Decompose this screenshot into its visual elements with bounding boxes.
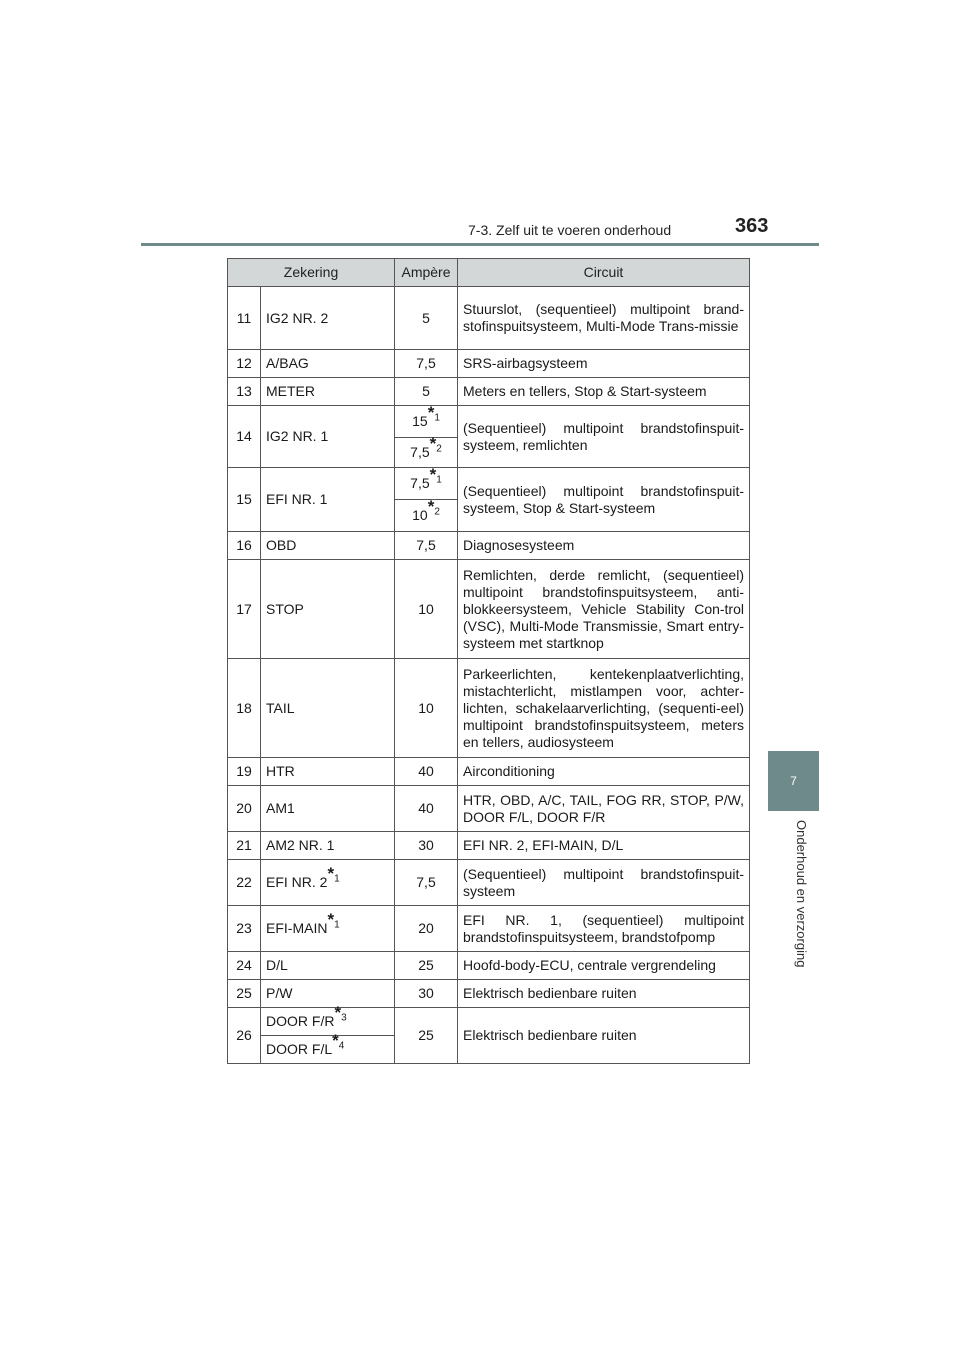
footnote-star-icon: * xyxy=(332,1031,339,1050)
fuse-circuit: Parkeerlichten, kentekenplaatverlichting, mistachterlicht, mistlampen voor, achter-lichten, schakelaarverlichting, (sequenti-eel) multipoint brandstofinspuitsysteem, meters en tellers, audiosysteem xyxy=(458,659,750,758)
fuse-circuit: (Sequentieel) multipoint brandstofinspuit-systeem, Stop & Start-systeem xyxy=(458,468,750,532)
footnote-star-icon: * xyxy=(327,864,335,883)
fuse-ampere: 7,5 xyxy=(395,532,458,560)
fuse-name: AM1 xyxy=(261,786,395,832)
fuse-name: P/W xyxy=(261,980,395,1008)
footnote-number: 1 xyxy=(434,412,440,424)
fuse-number: 19 xyxy=(228,758,261,786)
fuse-ampere: 25 xyxy=(395,1008,458,1064)
section-title: 7-3. Zelf uit te voeren onderhoud xyxy=(468,222,672,238)
fuse-name: EFI NR. 1 xyxy=(261,468,395,532)
fuse-name: METER xyxy=(261,378,395,406)
fuse-name xyxy=(261,1003,395,1036)
footnote-star-icon: * xyxy=(429,434,437,453)
fuse-name-text: EFI NR. 2 xyxy=(266,874,328,890)
fuse-name-text: DOOR F/L xyxy=(266,1041,333,1057)
fuse-name: D/L xyxy=(261,952,395,980)
fuse-name xyxy=(261,1031,395,1064)
fuse-table xyxy=(227,258,750,1064)
footnote-star-icon: * xyxy=(429,465,437,484)
footnote-number: 4 xyxy=(338,1040,345,1052)
fuse-name: OBD xyxy=(261,532,395,560)
fuse-name xyxy=(261,906,395,952)
fuse-ampere: 40 xyxy=(395,786,458,832)
fuse-number: 17 xyxy=(228,560,261,659)
fuse-name: STOP xyxy=(261,560,395,659)
fuse-ampere xyxy=(395,497,458,532)
table-row xyxy=(228,532,750,560)
fuse-circuit: (Sequentieel) multipoint brandstofinspuit-systeem, remlichten xyxy=(458,406,750,468)
footnote-star-icon: * xyxy=(427,497,435,516)
fuse-number: 18 xyxy=(228,659,261,758)
fuse-circuit: EFI NR. 2, EFI-MAIN, D/L xyxy=(458,832,750,860)
fuse-ampere: 30 xyxy=(395,832,458,860)
footnote-number: 3 xyxy=(341,1012,347,1024)
fuse-number: 15 xyxy=(228,468,261,532)
fuse-ampere: 5 xyxy=(395,287,458,350)
fuse-number: 14 xyxy=(228,406,261,468)
fuse-name: A/BAG xyxy=(261,350,395,378)
fuse-ampere: 10 xyxy=(395,659,458,758)
table-row xyxy=(228,832,750,860)
fuse-ampere xyxy=(395,434,458,468)
fuse-circuit: Remlichten, derde remlicht, (sequentieel) multipoint brandstofinspuitsysteem, anti-blokkeersysteem, Vehicle Stability Con-trol (VSC), Multi-Mode Transmissie, Smart entry-systeem met startknop xyxy=(458,560,750,659)
table-row xyxy=(228,1008,750,1036)
header-fuse: Zekering xyxy=(228,259,395,287)
fuse-ampere: 7,5 xyxy=(395,350,458,378)
page-number: 363 xyxy=(735,215,769,237)
fuse-ampere: 5 xyxy=(395,378,458,406)
fuse-circuit: EFI NR. 1, (sequentieel) multipoint brandstofinspuitsysteem, brandstofpomp xyxy=(458,906,750,952)
header-rule xyxy=(141,243,819,246)
fuse-name xyxy=(261,860,395,906)
table-row xyxy=(228,980,750,1008)
footnote-number: 1 xyxy=(436,474,442,486)
table-row xyxy=(228,860,750,906)
table-row xyxy=(228,758,750,786)
fuse-circuit: Airconditioning xyxy=(458,758,750,786)
fuse-number: 16 xyxy=(228,532,261,560)
fuse-ampere: 25 xyxy=(395,952,458,980)
footnote-number: 2 xyxy=(434,506,440,518)
fuse-number: 26 xyxy=(228,1008,261,1064)
footnote-star-icon: * xyxy=(327,910,335,929)
footnote-number: 2 xyxy=(436,443,442,455)
fuse-number: 12 xyxy=(228,350,261,378)
fuse-number: 13 xyxy=(228,378,261,406)
table-row xyxy=(228,659,750,758)
fuse-name-text: DOOR F/R xyxy=(266,1013,335,1029)
chapter-label: Onderhoud en verzorging xyxy=(794,820,809,968)
fuse-number: 25 xyxy=(228,980,261,1008)
fuse-number: 21 xyxy=(228,832,261,860)
chapter-tab: 7 xyxy=(768,751,819,811)
fuse-ampere xyxy=(395,403,458,438)
table-row xyxy=(228,406,750,438)
fuse-circuit: HTR, OBD, A/C, TAIL, FOG RR, STOP, P/W, DOOR F/L, DOOR F/R xyxy=(458,786,750,832)
table-header-row xyxy=(228,259,750,287)
fuse-circuit: Hoofd-body-ECU, centrale vergrendeling xyxy=(458,952,750,980)
fuse-circuit: Meters en tellers, Stop & Start-systeem xyxy=(458,378,750,406)
table-row xyxy=(228,560,750,659)
fuse-number: 23 xyxy=(228,906,261,952)
fuse-ampere: 30 xyxy=(395,980,458,1008)
footnote-number: 1 xyxy=(334,919,340,931)
ampere-value: 7,5 xyxy=(410,475,430,491)
ampere-value: 15 xyxy=(412,413,428,429)
fuse-number: 22 xyxy=(228,860,261,906)
footnote-star-icon: * xyxy=(334,1003,342,1022)
fuse-number: 11 xyxy=(228,287,261,350)
fuse-name: IG2 NR. 1 xyxy=(261,406,395,468)
fuse-ampere: 7,5 xyxy=(395,860,458,906)
ampere-value: 7,5 xyxy=(410,444,430,460)
fuse-circuit: (Sequentieel) multipoint brandstofinspuit-systeem xyxy=(458,860,750,906)
fuse-circuit: Diagnosesysteem xyxy=(458,532,750,560)
fuse-number: 24 xyxy=(228,952,261,980)
table-row xyxy=(228,468,750,500)
header-ampere: Ampère xyxy=(395,259,458,287)
fuse-name: TAIL xyxy=(261,659,395,758)
table-row xyxy=(228,952,750,980)
fuse-ampere xyxy=(395,465,458,500)
fuse-ampere: 40 xyxy=(395,758,458,786)
fuse-number: 20 xyxy=(228,786,261,832)
table-row xyxy=(228,906,750,952)
header-circuit: Circuit xyxy=(458,259,750,287)
table-row xyxy=(228,287,750,350)
ampere-value: 10 xyxy=(412,507,428,523)
fuse-name: AM2 NR. 1 xyxy=(261,832,395,860)
table-row xyxy=(228,786,750,832)
fuse-circuit: Stuurslot, (sequentieel) multipoint brand-stofinspuitsysteem, Multi-Mode Trans-missie xyxy=(458,287,750,350)
page-header xyxy=(0,0,960,250)
fuse-name: IG2 NR. 2 xyxy=(261,287,395,350)
footnote-star-icon: * xyxy=(427,403,435,422)
table-row xyxy=(228,350,750,378)
fuse-name-text: EFI-MAIN xyxy=(266,920,328,936)
fuse-name: HTR xyxy=(261,758,395,786)
fuse-ampere: 10 xyxy=(395,560,458,659)
footnote-number: 1 xyxy=(334,873,340,885)
fuse-ampere: 20 xyxy=(395,906,458,952)
fuse-circuit: SRS-airbagsysteem xyxy=(458,350,750,378)
table-row xyxy=(228,378,750,406)
fuse-circuit: Elektrisch bedienbare ruiten xyxy=(458,980,750,1008)
fuse-circuit: Elektrisch bedienbare ruiten xyxy=(458,1008,750,1064)
